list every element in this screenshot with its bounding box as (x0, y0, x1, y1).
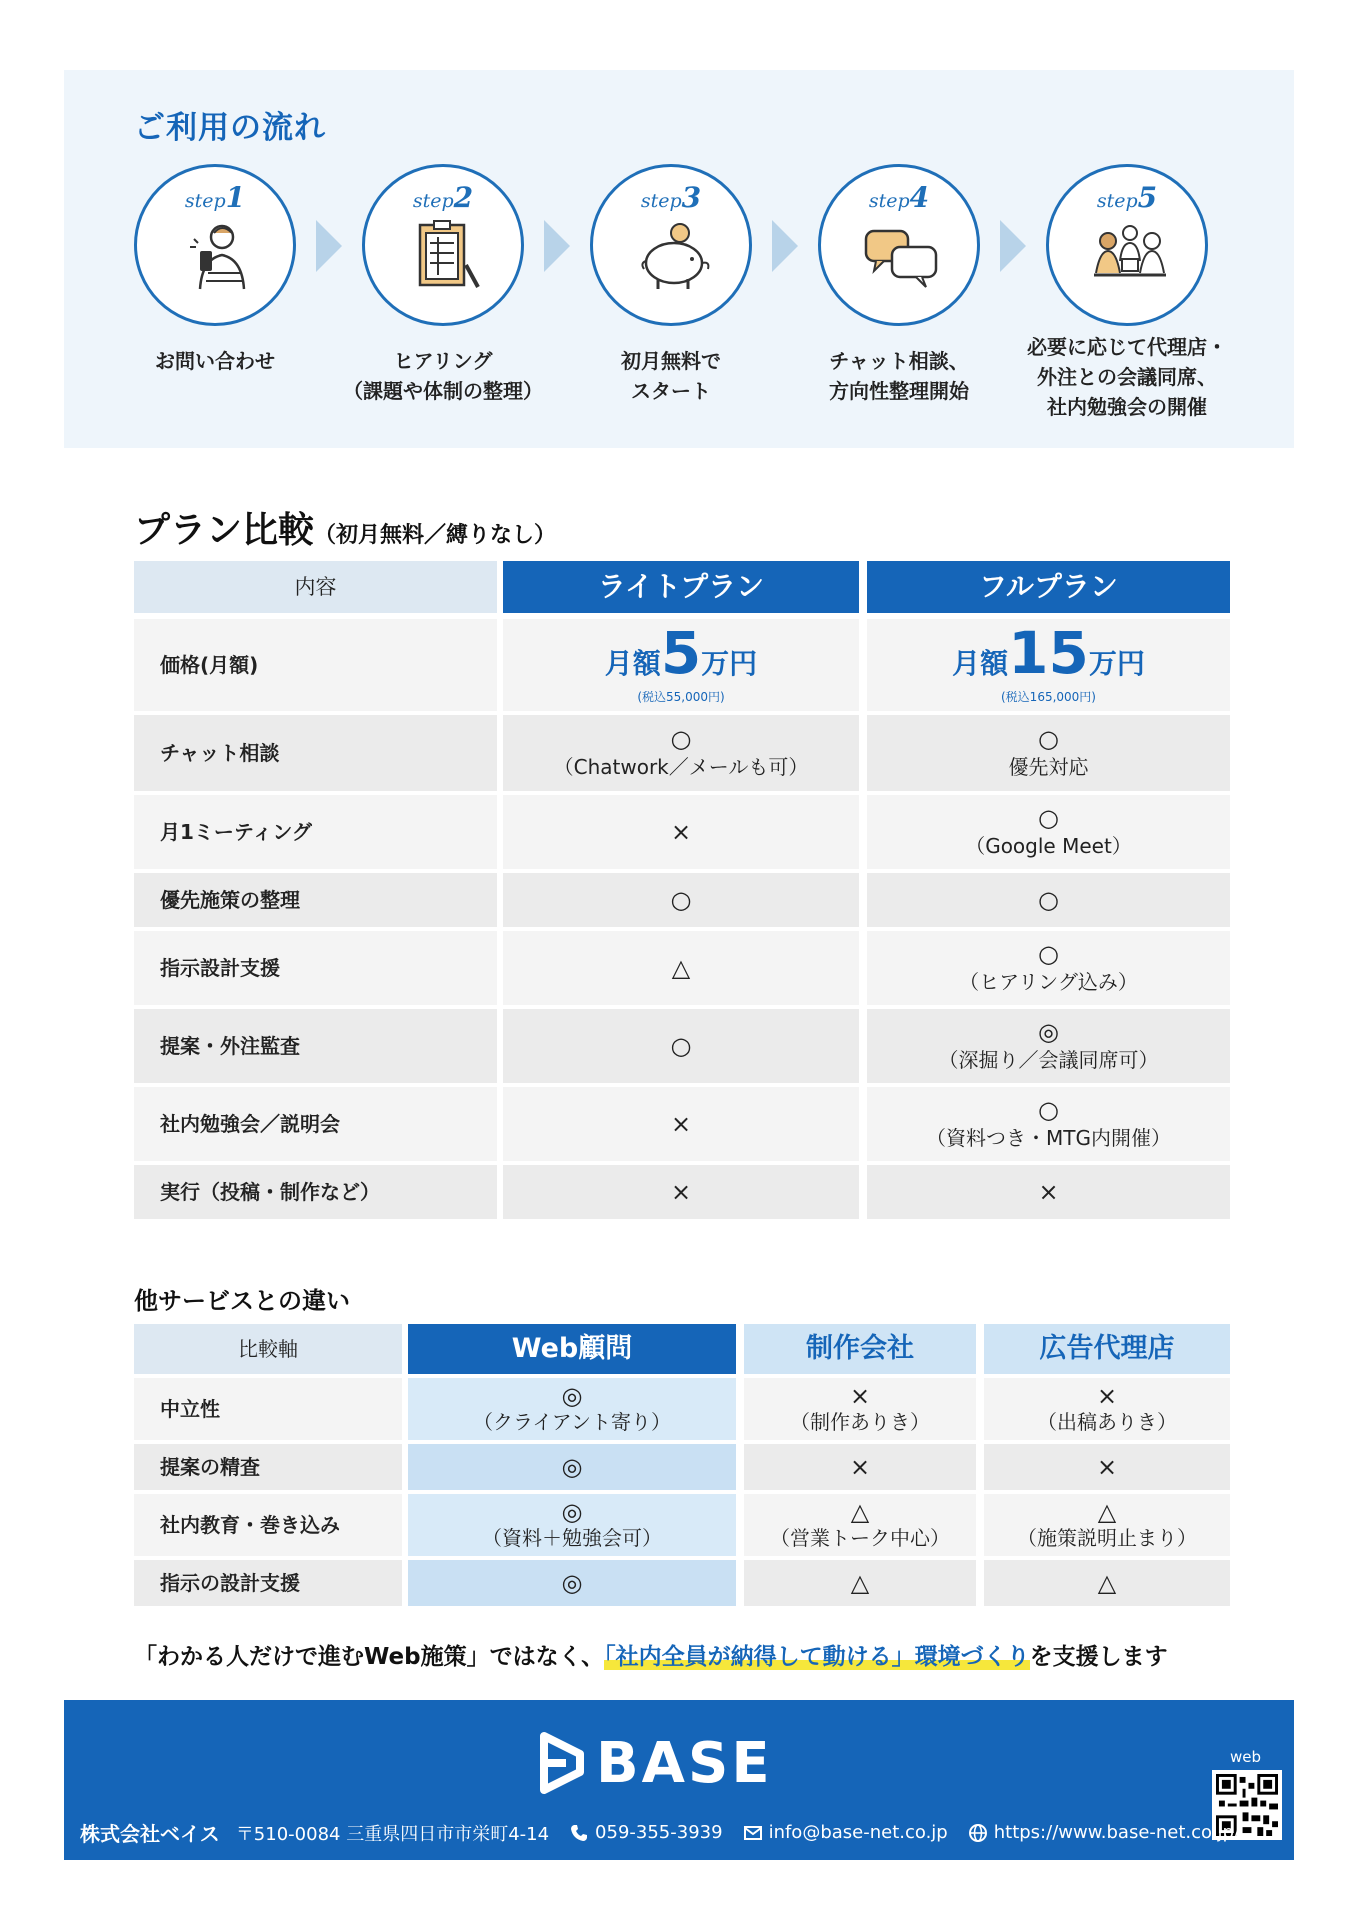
step-text-line: 社内勉強会の開催 (1047, 395, 1207, 419)
note: 優先対応 (1008, 755, 1089, 779)
plan-row (134, 873, 1230, 927)
phone-icon (569, 1823, 589, 1843)
step-text-line: （課題や体制の整理） (343, 379, 543, 403)
phone-item[interactable] (569, 1822, 723, 1843)
row-label: 実行（投稿・制作など） (134, 1165, 497, 1219)
tagline-pre: 「わかる人だけで進むWeb施策」ではなく、 (134, 1644, 605, 1670)
mark: ○ (1038, 804, 1059, 832)
usage-flow-section (64, 70, 1294, 448)
web-advisor-cell (408, 1378, 736, 1440)
email-item[interactable] (743, 1822, 948, 1843)
plan-comparison-title (134, 502, 556, 553)
light-plan-cell (503, 1165, 859, 1219)
light-price-tax: (税込55,000円) (637, 689, 725, 704)
step-number: 1 (225, 181, 246, 214)
light-plan-cell (503, 795, 859, 869)
mark: ○ (670, 886, 692, 914)
services-row (134, 1560, 1230, 1606)
light-plan-cell (503, 715, 859, 791)
step-description (100, 346, 330, 376)
full-plan-cell (867, 873, 1230, 927)
plan-row (134, 795, 1230, 869)
plan-row (134, 931, 1230, 1005)
step-5 (1012, 164, 1242, 422)
step-circle (818, 164, 980, 326)
services-comparison-table (134, 1324, 1230, 1610)
step-label (593, 181, 749, 214)
full-price-num: 15 (1008, 618, 1089, 687)
step-prefix: step (412, 190, 454, 212)
header-production-company: 制作会社 (744, 1324, 976, 1374)
email-address: info@base-net.co.jp (768, 1822, 948, 1843)
meeting-icon (1090, 217, 1170, 297)
row-label: 指示の設計支援 (134, 1560, 402, 1606)
step-4 (784, 164, 1014, 406)
production-company-cell (744, 1444, 976, 1490)
step-circle (590, 164, 752, 326)
price-row (134, 619, 1230, 711)
mark: △ (671, 954, 691, 982)
plan-title-text: プラン比較 (134, 510, 315, 551)
step-text-line: チャット相談、 (829, 349, 969, 373)
step-3 (556, 164, 786, 406)
ad-agency-cell (984, 1378, 1230, 1440)
person-phone-icon (178, 217, 258, 297)
plan-row (134, 1087, 1230, 1161)
note: （Chatwork／メールも可） (553, 755, 809, 779)
note: （施策説明止まり） (1017, 1526, 1197, 1550)
note: （Google Meet） (965, 834, 1132, 858)
header-web-advisor: Web顧問 (408, 1324, 736, 1374)
production-company-cell (744, 1560, 976, 1606)
full-plan-cell (867, 931, 1230, 1005)
plan-row (134, 1009, 1230, 1083)
step-description (556, 346, 786, 406)
step-2 (328, 164, 558, 406)
website-url: https://www.base-net.co.jp/ (993, 1822, 1240, 1843)
note: （ヒアリング込み） (959, 970, 1138, 994)
tagline (134, 1638, 1168, 1671)
plan-subtitle: （初月無料／縛りなし） (314, 523, 557, 548)
light-price-cell (503, 619, 859, 711)
note: （資料つき・MTG内開催） (926, 1126, 1171, 1150)
note: （深掘り／会議同席可） (938, 1048, 1159, 1072)
full-price-tax: (税込165,000円) (1001, 689, 1096, 704)
step-text-line: 初月無料で (621, 349, 721, 373)
mark: × (670, 1178, 692, 1206)
row-label: 優先施策の整理 (134, 873, 497, 927)
mark: ◎ (561, 1569, 583, 1597)
step-prefix: step (640, 190, 682, 212)
mark: × (849, 1453, 871, 1481)
step-label (365, 181, 521, 214)
light-plan-cell (503, 1087, 859, 1161)
production-company-cell (744, 1378, 976, 1440)
row-label: 指示設計支援 (134, 931, 497, 1005)
step-circle (362, 164, 524, 326)
ad-agency-cell (984, 1494, 1230, 1556)
full-plan-cell (867, 1165, 1230, 1219)
mark: × (1038, 1178, 1059, 1206)
step-number: 4 (909, 181, 930, 214)
services-comparison-title: 他サービスとの違い (134, 1287, 350, 1315)
mark: ◎ (561, 1453, 583, 1481)
mark: ○ (1038, 725, 1059, 753)
mark: ○ (670, 725, 692, 753)
plan-row (134, 1165, 1230, 1219)
light-price-post: 万円 (701, 646, 758, 680)
row-label: 中立性 (134, 1378, 402, 1440)
row-label: チャット相談 (134, 715, 497, 791)
full-plan-cell (867, 715, 1230, 791)
mark: ○ (1038, 940, 1059, 968)
light-price-num: 5 (660, 618, 702, 687)
header-light-plan: ライトプラン (503, 561, 859, 613)
step-circle (134, 164, 296, 326)
step-text-line: 方向性整理開始 (829, 379, 969, 403)
step-text-line: ヒアリング (393, 349, 493, 373)
note: （資料＋勉強会可） (482, 1526, 662, 1550)
light-plan-cell (503, 1009, 859, 1083)
plan-comparison-table (134, 561, 1230, 1223)
light-plan-cell (503, 931, 859, 1005)
mark: △ (1097, 1498, 1117, 1526)
row-label: 社内教育・巻き込み (134, 1494, 402, 1556)
full-plan-cell (867, 1009, 1230, 1083)
mark: × (1096, 1382, 1118, 1410)
mark: × (1096, 1453, 1118, 1481)
web-advisor-cell (408, 1494, 736, 1556)
chat-bubbles-icon (862, 217, 942, 297)
piggy-bank-icon (634, 217, 714, 297)
note: （制作ありき） (790, 1410, 930, 1434)
company-info (80, 1818, 1260, 1847)
mail-icon (743, 1823, 763, 1843)
note: （営業トーク中心） (770, 1526, 950, 1550)
step-prefix: step (184, 190, 226, 212)
row-label: 月1ミーティング (134, 795, 497, 869)
mark: ○ (1038, 886, 1059, 914)
services-row (134, 1494, 1230, 1556)
tagline-highlight: 「社内全員が納得して動ける」環境づくり (604, 1644, 1030, 1670)
base-logo-mark-icon (540, 1730, 584, 1796)
step-text-line: お問い合わせ (155, 349, 275, 373)
flow-title: ご利用の流れ (134, 110, 326, 146)
globe-icon (968, 1823, 988, 1843)
light-plan-cell (503, 873, 859, 927)
url-item[interactable] (968, 1822, 1240, 1843)
header-axis: 比較軸 (134, 1324, 402, 1374)
mark: ◎ (561, 1498, 583, 1526)
base-logo (540, 1730, 773, 1796)
step-description (784, 346, 1014, 406)
row-label: 提案の精査 (134, 1444, 402, 1490)
step-description (1012, 332, 1242, 422)
mark: ◎ (561, 1382, 583, 1410)
header-full-plan: フルプラン (867, 561, 1230, 613)
step-label (821, 181, 977, 214)
full-plan-cell (867, 795, 1230, 869)
services-table-header (134, 1324, 1230, 1374)
step-prefix: step (1096, 190, 1138, 212)
plan-table-header (134, 561, 1230, 613)
full-price-cell (867, 619, 1230, 711)
price-label: 価格(月額) (134, 619, 497, 711)
mark: ◎ (1038, 1018, 1059, 1046)
services-row (134, 1378, 1230, 1440)
mark: ○ (670, 1032, 692, 1060)
light-price-pre: 月額 (604, 646, 661, 680)
address: 〒510-0084 三重県四日市市栄町4-14 (235, 1823, 550, 1845)
step-number: 5 (1137, 181, 1158, 214)
step-number: 3 (681, 181, 702, 214)
web-advisor-cell (408, 1560, 736, 1606)
mark: × (670, 1110, 692, 1138)
step-prefix: step (868, 190, 910, 212)
full-price-pre: 月額 (952, 646, 1009, 680)
step-number: 2 (453, 181, 474, 214)
ad-agency-cell (984, 1444, 1230, 1490)
header-content: 内容 (134, 561, 497, 613)
step-text-line: 必要に応じて代理店・ (1027, 335, 1227, 359)
step-circle (1046, 164, 1208, 326)
mark: △ (850, 1569, 870, 1597)
mark: × (670, 818, 692, 846)
step-description (328, 346, 558, 406)
note: （出稿ありき） (1037, 1410, 1177, 1434)
mark: △ (1097, 1569, 1117, 1597)
mark: × (849, 1382, 871, 1410)
production-company-cell (744, 1494, 976, 1556)
ad-agency-cell (984, 1560, 1230, 1606)
row-label: 提案・外注監査 (134, 1009, 497, 1083)
web-advisor-cell (408, 1444, 736, 1490)
footer (64, 1700, 1294, 1860)
tagline-post: を支援します (1029, 1644, 1168, 1670)
step-text-line: 外注との会議同席、 (1037, 365, 1217, 389)
full-plan-cell (867, 1087, 1230, 1161)
logo-text: BASE (596, 1730, 773, 1796)
plan-row (134, 715, 1230, 791)
phone-number: 059-355-3939 (595, 1822, 723, 1843)
step-text-line: スタート (631, 379, 711, 403)
clipboard-icon (406, 217, 486, 297)
full-price-post: 万円 (1088, 646, 1145, 680)
step-1 (100, 164, 330, 376)
row-label: 社内勉強会／説明会 (134, 1087, 497, 1161)
services-row (134, 1444, 1230, 1490)
header-ad-agency: 広告代理店 (984, 1324, 1230, 1374)
web-label: web (1230, 1748, 1262, 1766)
mark: ○ (1038, 1096, 1059, 1124)
note: （クライアント寄り） (473, 1410, 671, 1434)
step-label (1049, 181, 1205, 214)
step-label (137, 181, 293, 214)
mark: △ (850, 1498, 870, 1526)
company-name: 株式会社ベイス (80, 1822, 220, 1846)
